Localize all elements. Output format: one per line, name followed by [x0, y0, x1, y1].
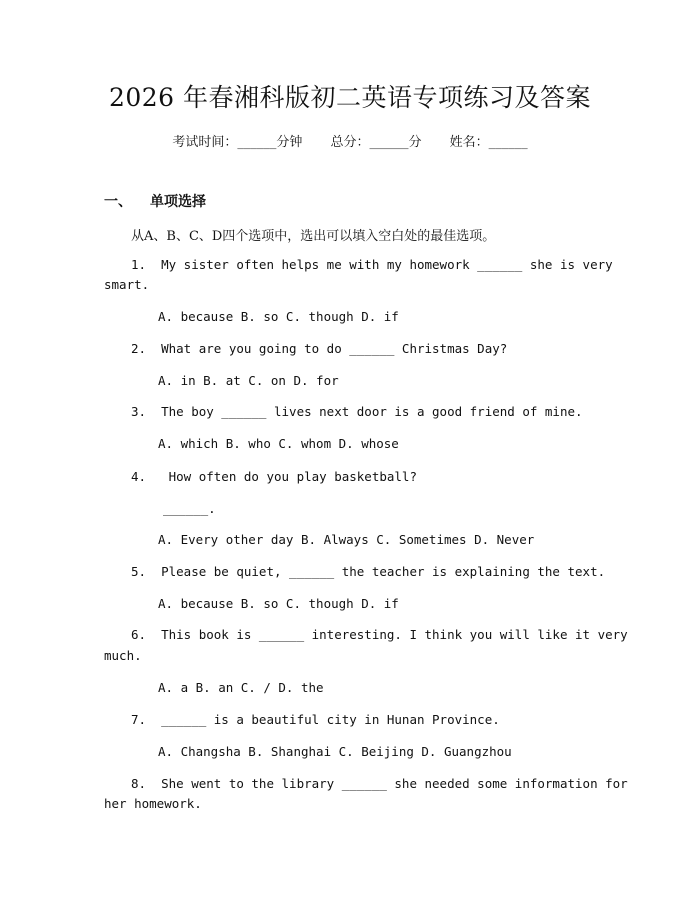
student-name: 姓名：______	[449, 135, 528, 150]
question-5-line-1: 5. Please be quiet, ______ the teacher is explaining the text.	[131, 564, 606, 579]
section-number: 一、	[104, 194, 132, 210]
question-6-line-1: 6. This book is ______ interesting. I think you will like it very	[131, 627, 628, 642]
question-2-options: A. in B. at C. on D. for	[158, 373, 339, 388]
question-3-line-1: 3. The boy ______ lives next door is a good friend of mine.	[131, 404, 583, 419]
question-1-line-2: smart.	[104, 277, 150, 292]
question-4-options: A. Every other day B. Always C. Sometimes D. Never	[158, 532, 535, 547]
exam-score: 总分：______分	[330, 135, 422, 150]
question-7-line-1: 7. ______ is a beautiful city in Hunan Province.	[131, 712, 500, 727]
question-8-line-2: her homework.	[104, 796, 202, 811]
section-heading	[104, 191, 206, 211]
question-1-line-1: 1. My sister often helps me with my homework ______ she is very	[131, 257, 613, 272]
exam-time: 考试时间：______分钟	[172, 135, 303, 150]
question-5-options: A. because B. so C. though D. if	[158, 596, 399, 611]
question-2-line-1: 2. What are you going to do ______ Christmas Day?	[131, 341, 508, 356]
question-7-options: A. Changsha B. Shanghai C. Beijing D. Guangzhou	[158, 744, 512, 759]
question-3-options: A. which B. who C. whom D. whose	[158, 436, 399, 451]
question-6-line-2: much.	[104, 648, 142, 663]
question-4-line-2: ______.	[163, 501, 216, 516]
question-8-line-1: 8. She went to the library ______ she needed some information for	[131, 776, 628, 791]
exam-meta	[0, 131, 700, 150]
section-label: 单项选择	[150, 194, 206, 210]
question-1-options: A. because B. so C. though D. if	[158, 309, 399, 324]
page-title: 2026 年春湘科版初二英语专项练习及答案	[108, 83, 592, 112]
instruction-text: 从A、B、C、D四个选项中，选出可以填入空白处的最佳选项。	[131, 229, 496, 244]
question-6-options: A. a B. an C. / D. the	[158, 680, 324, 695]
question-4-line-1: 4. How often do you play basketball?	[131, 469, 417, 484]
